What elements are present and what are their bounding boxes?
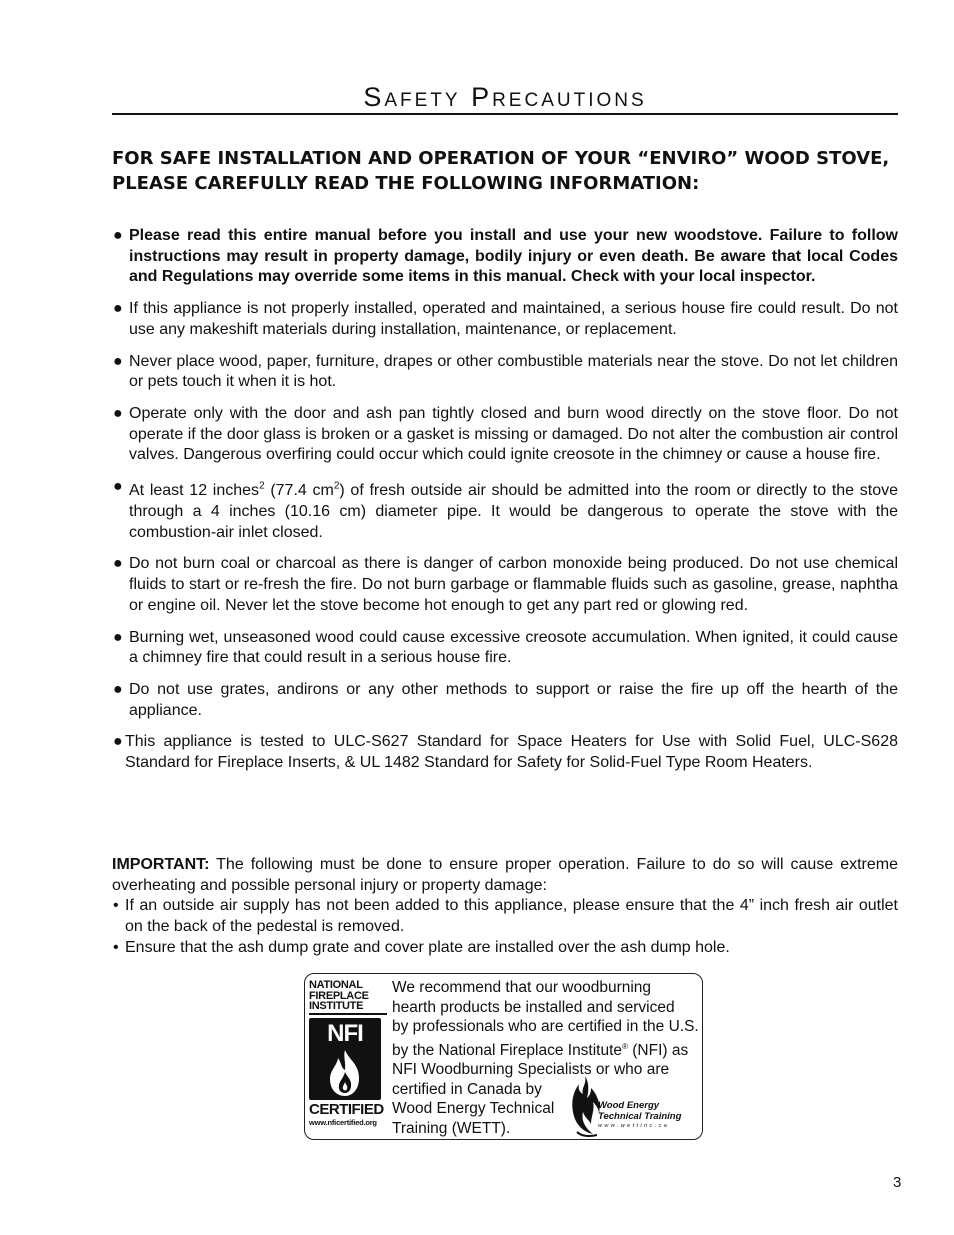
wett-logo [569,1074,699,1138]
safety-bullet-text: Burning wet, unseasoned wood could cause excessive creosote accumulation. When ignited, it could cause a chimney fire that could result in a serious house fire. [129,628,898,667]
bullet-icon: ● [113,300,123,318]
nfi-badge [309,1018,381,1100]
bullet-icon: ● [113,555,123,573]
nfi-text-line: hearth products be installed and serviced [392,998,675,1016]
safety-bullet [112,628,898,669]
nfi-text-line: Training (WETT). [392,1119,511,1137]
safety-bullet-text: At least 12 inches$^2$ (77.4 $cm^2$) of fresh outside air should be admitted into the room or directly to the stove through a 4 inches (10.16 cm) diameter pipe. It would be dangerous to operate the stove with the combustion-air inlet closed. [129,481,899,541]
important-bullet [112,938,898,959]
nfi-logo-line: INSTITUTE [309,1001,387,1015]
nfi-logo-line: FIREPLACE [309,989,369,1002]
flame-icon [319,1048,371,1098]
safety-bullet-text: Never place wood, paper, furniture, drapes or other combustible materials near the stove. Do not let children or pets touch it when it is hot. [129,352,898,391]
bullet-icon: ● [113,352,123,370]
nfi-text-line: by professionals who are certified in the U.S. [392,1018,699,1035]
bullet-icon: ● [113,227,123,244]
safety-bullet [112,404,898,466]
wett-name: Wood Energy Technical Training [598,1100,682,1122]
important-bullet-text: Ensure that the ash dump grate and cover plate are installed over the ash dump hole. [125,938,730,956]
nfi-url: www.nficertified.org [309,1117,377,1127]
intro-heading: FOR SAFE INSTALLATION AND OPERATION OF YOUR “ENVIRO” WOOD STOVE, PLEASE CAREFULLY READ THE FOLLOWING INFORMATION: [112,148,890,194]
page-number: 3 [893,1174,902,1191]
bullet-icon: ● [113,404,123,422]
important-text: The following must be done to ensure proper operation. Failure to do so will cause extreme overheating and possible personal injury or property damage: [112,856,898,894]
title-rule [112,113,898,115]
bullet-icon: ● [113,733,123,751]
important-label: IMPORTANT: [112,856,210,873]
nfi-text-line: We recommend that our woodburning [392,979,652,996]
nfi-logo-line: NATIONAL [309,979,363,991]
important-bullet-text: If an outside air supply has not been added to this appliance, please ensure that the 4” inch fresh air outlet on the back of the pedestal is removed. [125,897,898,936]
nfi-text-line: NFI Woodburning Specialists or who are [392,1061,670,1079]
nfi-logo [309,980,387,1135]
bullet-icon: ● [113,478,123,496]
important-paragraph [112,855,898,896]
bullet-icon: ● [113,680,123,698]
safety-bullet [112,299,898,340]
safety-bullet-list [112,226,898,774]
safety-bullet [112,477,898,543]
safety-bullet [112,226,898,288]
safety-bullet-text: Do not use grates, andirons or any other methods to support or raise the fire up off the hearth of the appliance. [129,680,898,719]
nfi-certified-label: CERTIFIED [309,1100,384,1118]
nfi-text-line: certified in Canada by [392,1080,542,1098]
nfi-certification-box [304,973,703,1140]
safety-bullet [112,554,898,616]
wett-url: www.wettinc.ca [598,1123,670,1129]
nfi-text-line: by the National Fireplace Institute® (NFI) as [392,1041,689,1059]
safety-bullet-text: If this appliance is not properly installed, operated and maintained, a serious house fire could result. Do not use any makeshift materials during installation, maintenance, or replacement. [129,300,898,338]
important-section [112,855,898,959]
page-title: Safety Precautions [363,82,647,112]
safety-bullet [112,732,898,773]
important-bullet [112,896,898,937]
safety-bullet-text: Please read this entire manual before you install and use your new woodstove. Failure to follow instructions may result in property damage, bodily injury or even death. Be aware that local Codes and Regulations may override some items in this manual. Check with your local inspector. [129,227,898,286]
bullet-icon: ● [113,628,123,646]
bullet-icon: • [113,897,119,915]
safety-bullet [112,352,898,393]
bullet-icon: • [113,938,119,956]
safety-bullet-text: This appliance is tested to ULC-S627 Standard for Space Heaters for Use with Solid Fuel, ULC-S628 Standard for Fireplace Inserts, & UL 1482 Standard for Safety for Solid-Fuel Type Room Heaters. [125,733,898,772]
safety-bullet-text: Do not burn coal or charcoal as there is danger of carbon monoxide being produced. Do not use chemical fluids to start or re-fresh the fire. Do not burn garbage or flammable fluids such as gasoline, grease, naphtha or engine oil. Never let the stove become hot enough to get any part red or glowing red. [129,555,898,614]
nfi-letters: NFI [327,1019,363,1047]
safety-bullet-text: Operate only with the door and ash pan tightly closed and burn wood directly on the stove floor. Do not operate if the door glass is broken or a gasket is missing or damaged. Do not alter the combustion air control valves. Dangerous overfiring could occur which could ignite creosote in the chimney or cause a house fire. [129,404,898,464]
nfi-text-line: Wood Energy Technical [392,1100,555,1118]
safety-bullet [112,680,898,721]
